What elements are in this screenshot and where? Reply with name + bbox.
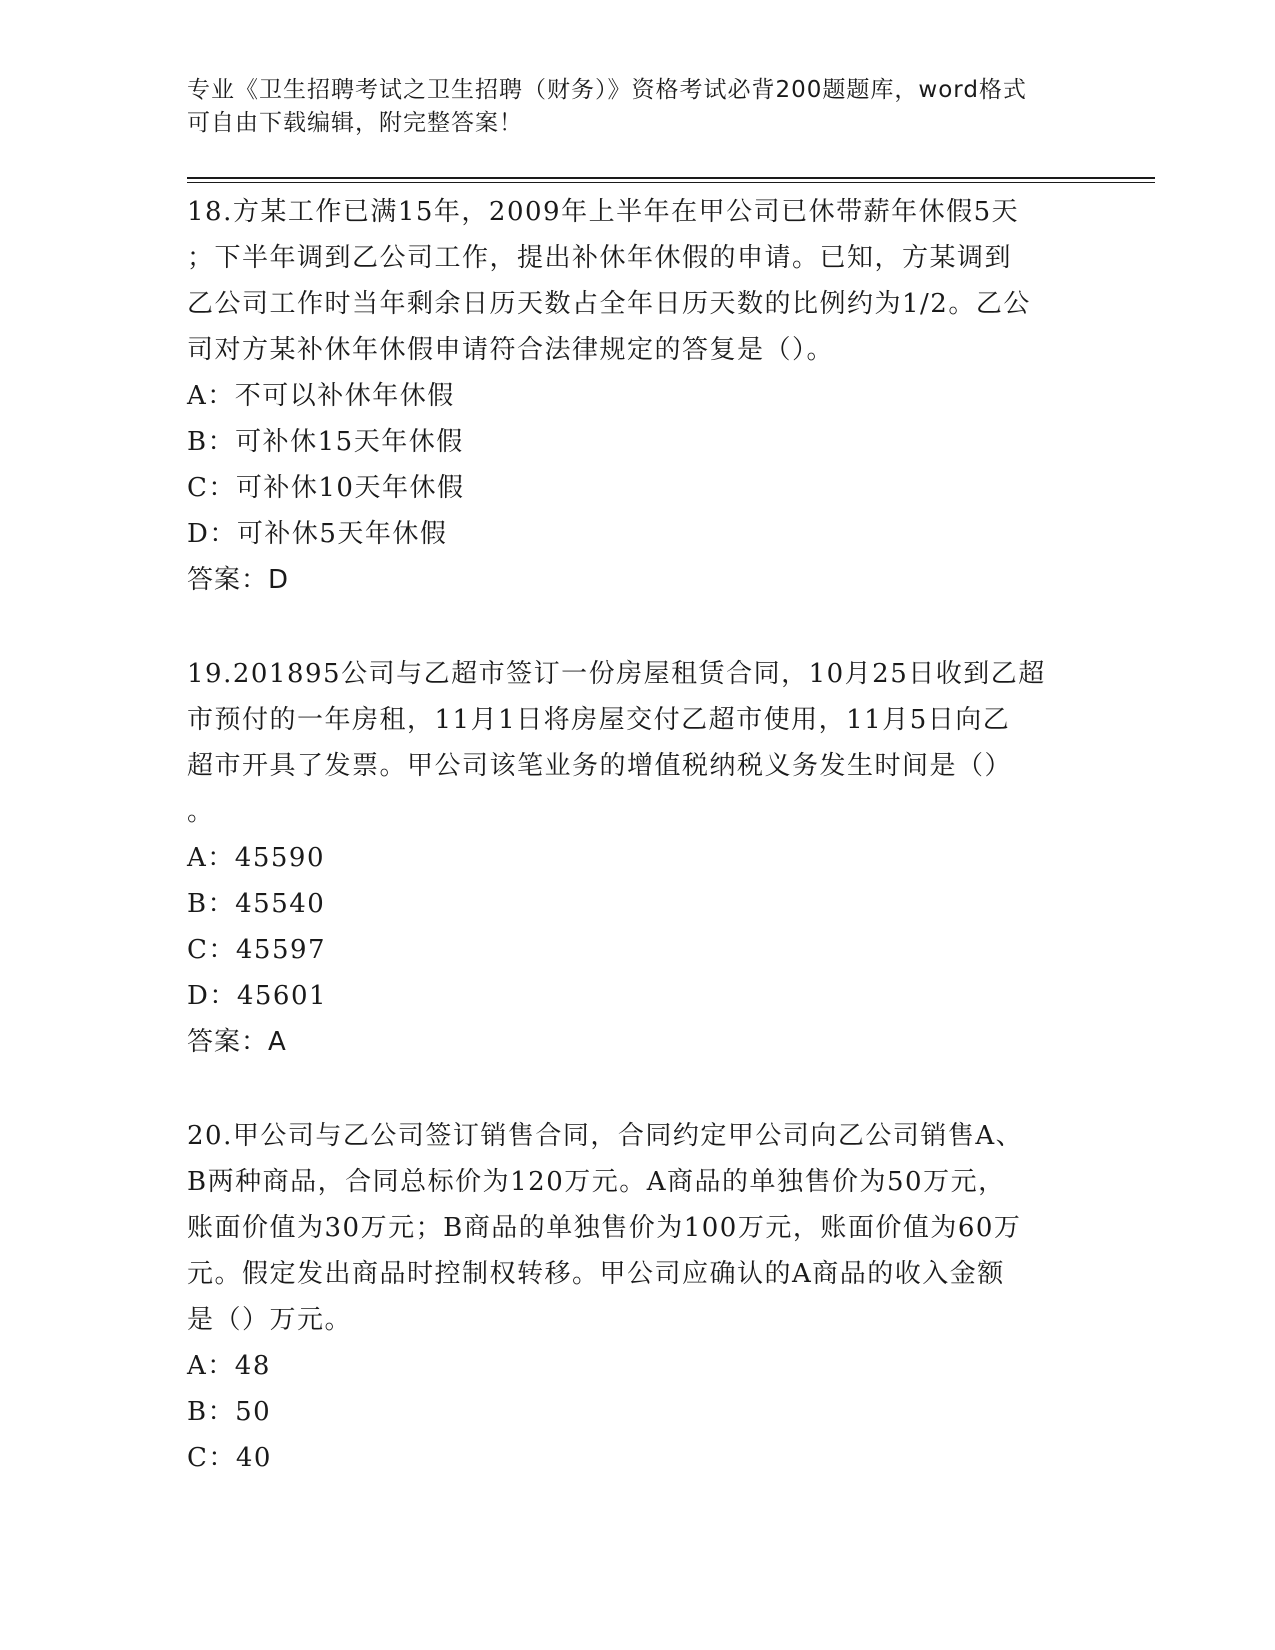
option-b: B：50 [187, 1397, 272, 1427]
header-line: 专业《卫生招聘考试之卫生招聘（财务）》资格考试必背200题题库，word格式 [187, 77, 1027, 103]
option-c: C：40 [187, 1443, 272, 1473]
answer-line: 答案：A [187, 1027, 287, 1057]
question-text-line: 账面价值为30万元；B商品的单独售价为100万元，账面价值为60万 [187, 1213, 1022, 1243]
question-text-line: 市预付的一年房租，11月1日将房屋交付乙超市使用，11月5日向乙 [187, 705, 1011, 735]
question-text-line: B两种商品，合同总标价为120万元。A商品的单独售价为50万元， [187, 1167, 1006, 1197]
question-text-line: 超市开具了发票。甲公司该笔业务的增值税纳税义务发生时间是（） [187, 751, 1013, 781]
question-text-line: 乙公司工作时当年剩余日历天数占全年日历天数的比例约为1/2。乙公 [187, 289, 1031, 319]
question-text-line: 元。假定发出商品时控制权转移。甲公司应确认的A商品的收入金额 [187, 1259, 1005, 1289]
option-d: D：45601 [187, 981, 328, 1011]
option-a: A：不可以补休年休假 [187, 381, 455, 411]
header-divider-thin [187, 182, 1155, 183]
header-line: 可自由下载编辑，附完整答案！ [187, 110, 523, 136]
question-text-line: 。 [187, 797, 215, 827]
question-text-line: 19.201895公司与乙超市签订一份房屋租赁合同，10月25日收到乙超 [187, 659, 1046, 689]
question-20 [187, 1113, 1087, 1481]
option-c: C：可补休10天年休假 [187, 473, 465, 503]
question-text-line: 司对方某补休年休假申请符合法律规定的答复是（）。 [187, 335, 835, 365]
option-d: D：可补休5天年休假 [187, 519, 448, 549]
option-b: B：可补休15天年休假 [187, 427, 464, 457]
question-text-line: 是（）万元。 [187, 1305, 353, 1335]
answer-line: 答案：D [187, 565, 290, 595]
option-c: C：45597 [187, 935, 327, 965]
option-a: A：45590 [187, 843, 325, 873]
header-divider-thick [187, 177, 1155, 179]
option-b: B：45540 [187, 889, 326, 919]
question-text-line: ；下半年调到乙公司工作，提出补休年休假的申请。已知，方某调到 [187, 243, 1013, 273]
question-text-line: 20.甲公司与乙公司签订销售合同，合同约定甲公司向乙公司销售A、 [187, 1121, 1024, 1151]
question-19 [187, 651, 1087, 1065]
document-header [187, 74, 1067, 140]
question-text-line: 18.方某工作已满15年，2009年上半年在甲公司已休带薪年休假5天 [187, 197, 1020, 227]
option-a: A：48 [187, 1351, 271, 1381]
question-18 [187, 189, 1087, 603]
